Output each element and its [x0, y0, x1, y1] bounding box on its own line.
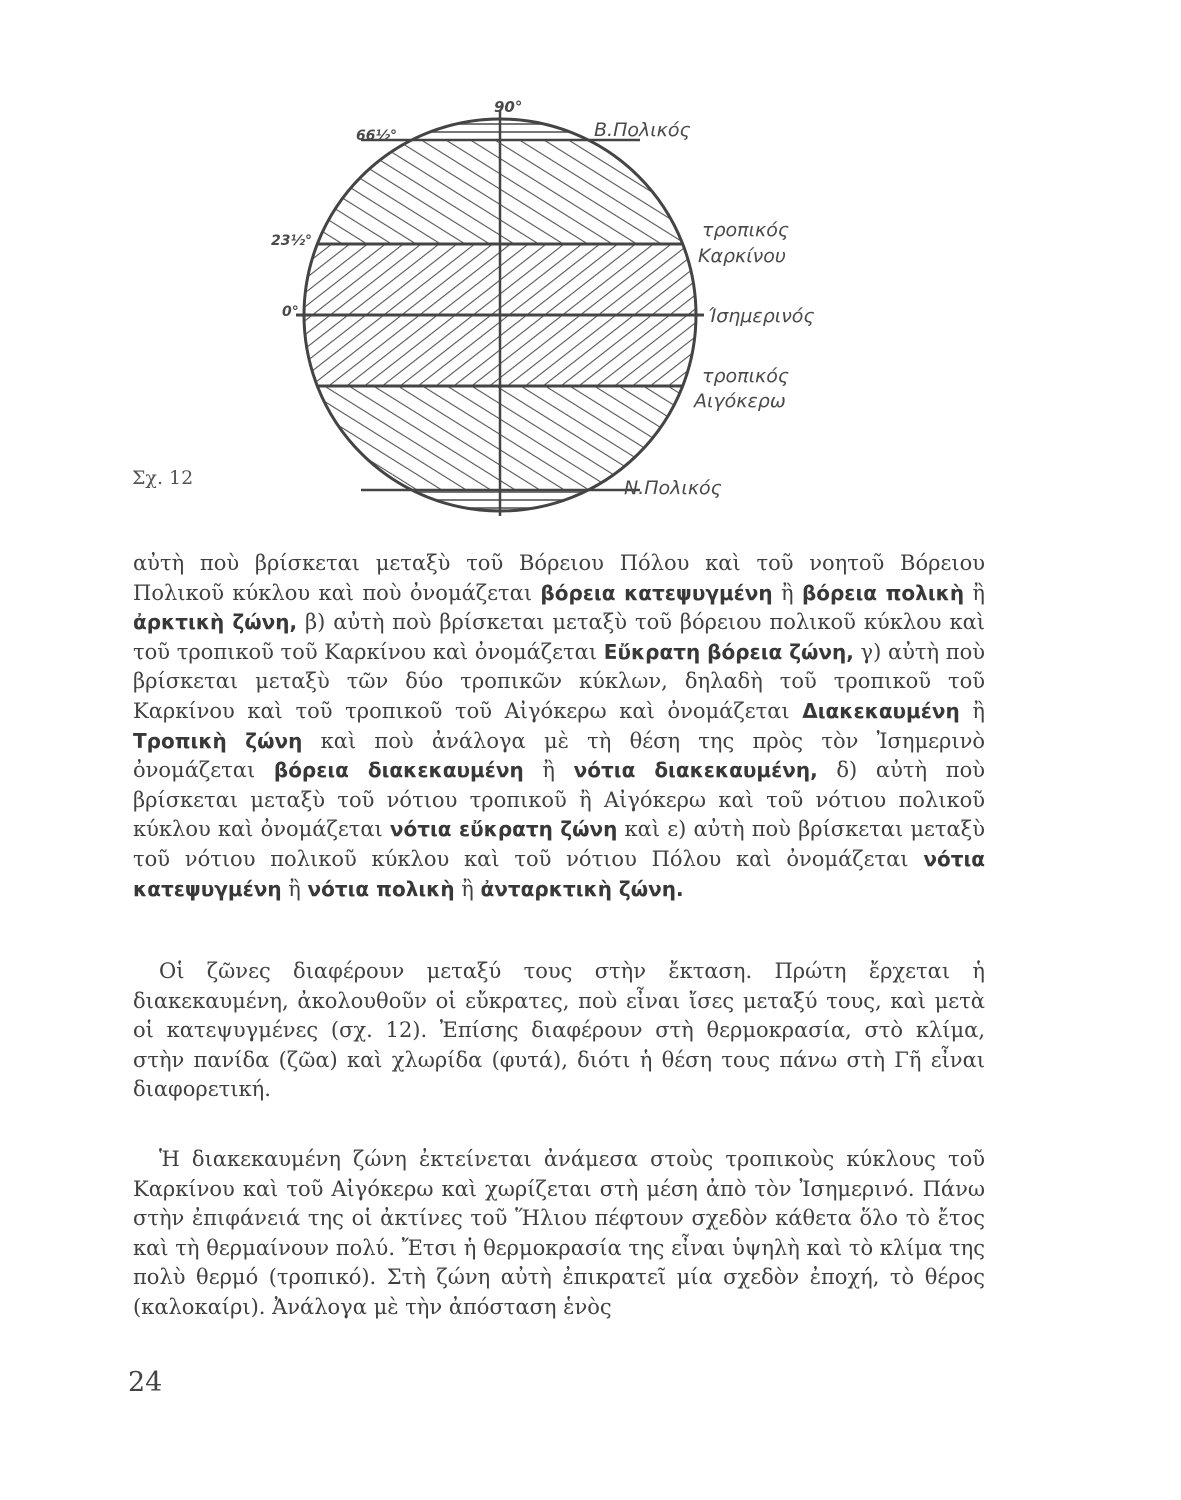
text-span: δ) αὐτὴ ποὺ βρίσκεται μεταξὺ τοῦ νότιου τροπικοῦ ἢ Αἰγόκερω καὶ τοῦ νότιου πολικοῦ κύκλου καὶ ὀνομάζεται	[133, 758, 985, 842]
term-bold: βόρεια πολικὴ	[801, 580, 965, 605]
term-bold: νότια διακεκαυμένη,	[573, 758, 818, 783]
label-0-deg: 0°	[282, 304, 299, 320]
page-number: 24	[128, 1367, 163, 1398]
label-equator: Ίσημερινός	[708, 305, 815, 327]
paragraph-zone-differences: Οἱ ζῶνες διαφέρουν μεταξύ τους στὴν ἔκταση. Πρώτη ἔρχεται ἡ διακεκαυμένη, ἀκολουθοῦν οἱ εὔκρατες, ποὺ εἶναι ἴσες μεταξύ τους, καὶ μετὰ οἱ κατεψυγμένες (σχ. 12). Ἐπίσης διαφέρουν στὴ θερμοκρασία, στὸ κλίμα, στὴν πανίδα (ζῶα) καὶ χλωρίδα (φυτά), διότι ἡ θέση τους πάνω στὴ Γῆ εἶναι διαφορετική.	[133, 959, 985, 1102]
label-tropic-cancer-2: Καρκίνου	[698, 245, 786, 267]
term-bold: νότια κατεψυγμένη	[133, 846, 985, 901]
term-bold: νότια εὔκρατη ζώνη	[389, 817, 618, 842]
figure-caption: Σχ. 12	[132, 467, 194, 489]
text-span: β) αὐτὴ ποὺ βρίσκεται μεταξὺ τοῦ βόρειου πολικοῦ κύκλου καὶ τοῦ τροπικοῦ τοῦ Καρκίνου καὶ ὀνομάζεται	[133, 610, 986, 664]
paragraph-zones-list	[133, 549, 985, 904]
text-span: αὐτὴ ποὺ βρίσκεται μεταξὺ τοῦ Βόρειου Πόλου καὶ τοῦ νοητοῦ Βόρειου Πολικοῦ κύκλου καὶ ποὺ ὀνομάζεται	[133, 551, 985, 605]
climate-zones-figure	[0, 0, 1181, 540]
text-span: ἢ	[964, 580, 986, 605]
label-tropic-capricorn-1: τροπικός	[702, 365, 789, 387]
label-south-polar: Ν.Πολικός	[624, 477, 722, 499]
text-span: καὶ ε) αὐτὴ ποὺ βρίσκεται μεταξὺ τοῦ νότιου πολικοῦ κύκλου καὶ τοῦ νότιου Πόλου καὶ ὀνομάζεται	[133, 817, 985, 871]
term-bold: ἀνταρκτικὴ ζώνη.	[480, 876, 684, 901]
paragraph-tropical-zone: Ἡ διακεκαυμένη ζώνη ἐκτείνεται ἀνάμεσα στοὺς τροπικοὺς κύκλους τοῦ Καρκίνου καὶ τοῦ Αἰγόκερω καὶ χωρίζεται στὴ μέση ἀπὸ τὸν Ἰσημερινό. Πάνω στὴν ἐπιφάνειά της οἱ ἀκτίνες τοῦ Ἥλιου πέφτουν σχεδὸν κάθετα ὅλο τὸ ἔτος καὶ τὴ θερμαίνουν πολύ. Ἔτσι ἡ θερμοκρασία της εἶναι ὑψηλὴ καὶ τὸ κλίμα της πολὺ θερμό (τροπικό). Στὴ ζώνη αὐτὴ ἐπικρατεῖ μία σχεδὸν ἐποχή, τὸ θέρος (καλοκαίρι). Ἀνάλογα μὲ τὴν ἀπόσταση ἑνὸς	[133, 1147, 985, 1319]
label-north-polar: Β.Πολικός	[594, 119, 691, 141]
text-span: ἢ	[281, 876, 308, 901]
label-23-deg: 23½°	[271, 233, 312, 249]
label-tropic-capricorn-2: Αιγόκερω	[694, 390, 786, 412]
term-bold: Εὔκρατη βόρεια ζώνη,	[603, 639, 854, 664]
text-span: ἢ	[959, 698, 985, 723]
term-bold: βόρεια διακεκαυμένη	[273, 758, 524, 783]
text-span: καὶ ποὺ ἀνάλογα μὲ τὴ θέση της πρὸς τὸν Ἰσημερινὸ ὀνομάζεται	[133, 728, 985, 783]
term-bold: νότια πολικὴ	[307, 876, 455, 901]
text-span: ἢ	[772, 580, 802, 605]
term-bold: Τροπικὴ ζώνη	[133, 728, 303, 753]
text-span: ἢ	[523, 758, 574, 783]
label-90-deg: 90°	[494, 98, 523, 116]
label-tropic-cancer-1: τροπικός	[702, 219, 789, 241]
text-span: ἢ	[454, 876, 481, 901]
label-66-deg: 66½°	[356, 128, 397, 144]
term-bold: βόρεια κατεψυγμένη	[540, 580, 773, 605]
term-bold: Διακεκαυμένη	[802, 698, 960, 723]
text-span: γ) αὐτὴ ποὺ βρίσκεται μεταξὺ τῶν δύο τροπικῶν κύκλων, δηλαδὴ τοῦ τροπικοῦ τοῦ Καρκίνου καὶ τοῦ τροπικοῦ τοῦ Αἰγόκερω καὶ ὀνομάζεται	[133, 639, 985, 723]
term-bold: ἀρκτικὴ ζώνη,	[133, 610, 298, 635]
